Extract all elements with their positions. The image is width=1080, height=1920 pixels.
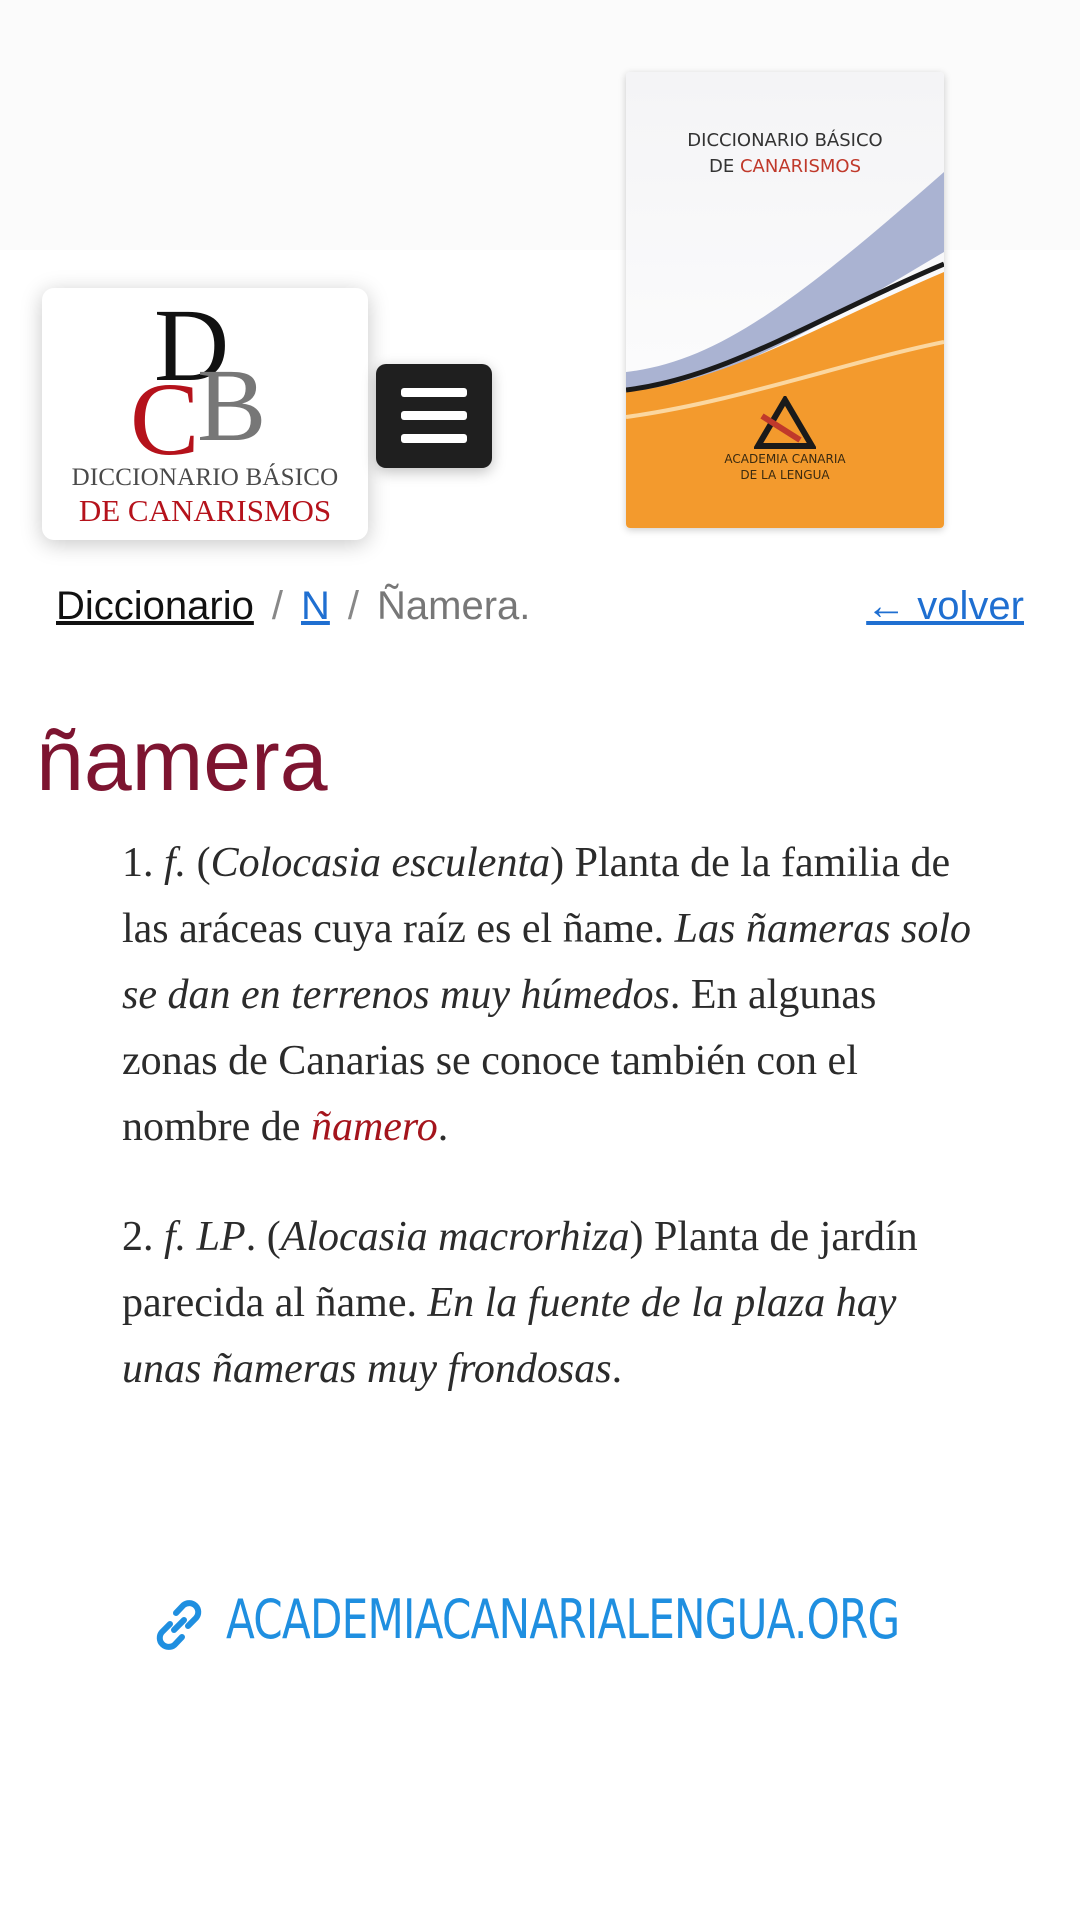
breadcrumb-separator: /: [271, 584, 283, 628]
back-link[interactable]: ← volver: [866, 584, 1024, 628]
cross-reference-link[interactable]: ñamero: [310, 1104, 438, 1150]
breadcrumb-home-link[interactable]: Diccionario: [56, 584, 254, 628]
breadcrumb: [56, 584, 530, 629]
dcb-monogram-icon: [42, 288, 368, 468]
book-cover-image: [626, 72, 944, 528]
definition-example: En la fuente de la plaza hay unas ñameras muy frondosas: [122, 1280, 897, 1392]
definitions-list: [122, 830, 982, 1446]
logo-title-line2: DE CANARISMOS: [78, 493, 332, 528]
book-publisher-line1: ACADEMIA CANARIA: [724, 452, 846, 466]
svg-text:B: B: [197, 348, 267, 463]
website-link-text: ACADEMIACANARIALENGUA.ORG: [226, 1588, 900, 1651]
entry-headword: ñamera: [36, 713, 328, 809]
book-title-line2: DE CANARISMOS: [709, 156, 861, 177]
site-logo[interactable]: [42, 288, 368, 540]
menu-button[interactable]: [376, 364, 492, 468]
book-title-line1: DICCIONARIO BÁSICO: [687, 130, 883, 151]
svg-text:D: D: [154, 288, 230, 403]
academy-logo-icon: [754, 396, 816, 450]
breadcrumb-separator: /: [347, 584, 359, 628]
breadcrumb-letter-link[interactable]: N: [300, 584, 330, 628]
breadcrumb-current: Ñamera.: [377, 584, 531, 628]
svg-text:C: C: [130, 362, 200, 468]
link-icon: [150, 1596, 208, 1654]
definition-2: 2. f. LP. (Alocasia macrorhiza) Planta de jardín parecida al ñame. En la fuente de la plaza hay unas ñameras muy frondosas.: [122, 1214, 918, 1392]
logo-title-line1: DICCIONARIO BÁSICO: [71, 464, 339, 491]
definition-example: Las ñameras solo se dan en terrenos muy húmedos: [122, 906, 972, 1018]
definition-1: 1. f. (Colocasia esculenta) Planta de la familia de las aráceas cuya raíz es el ñame. Las ñameras solo se dan en terrenos muy húmedos. En algunas zonas de Canarias se conoce también con el nombre de ñamero.: [122, 840, 972, 1150]
book-publisher-line2: DE LA LENGUA: [740, 468, 830, 482]
website-link[interactable]: [150, 1588, 930, 1652]
